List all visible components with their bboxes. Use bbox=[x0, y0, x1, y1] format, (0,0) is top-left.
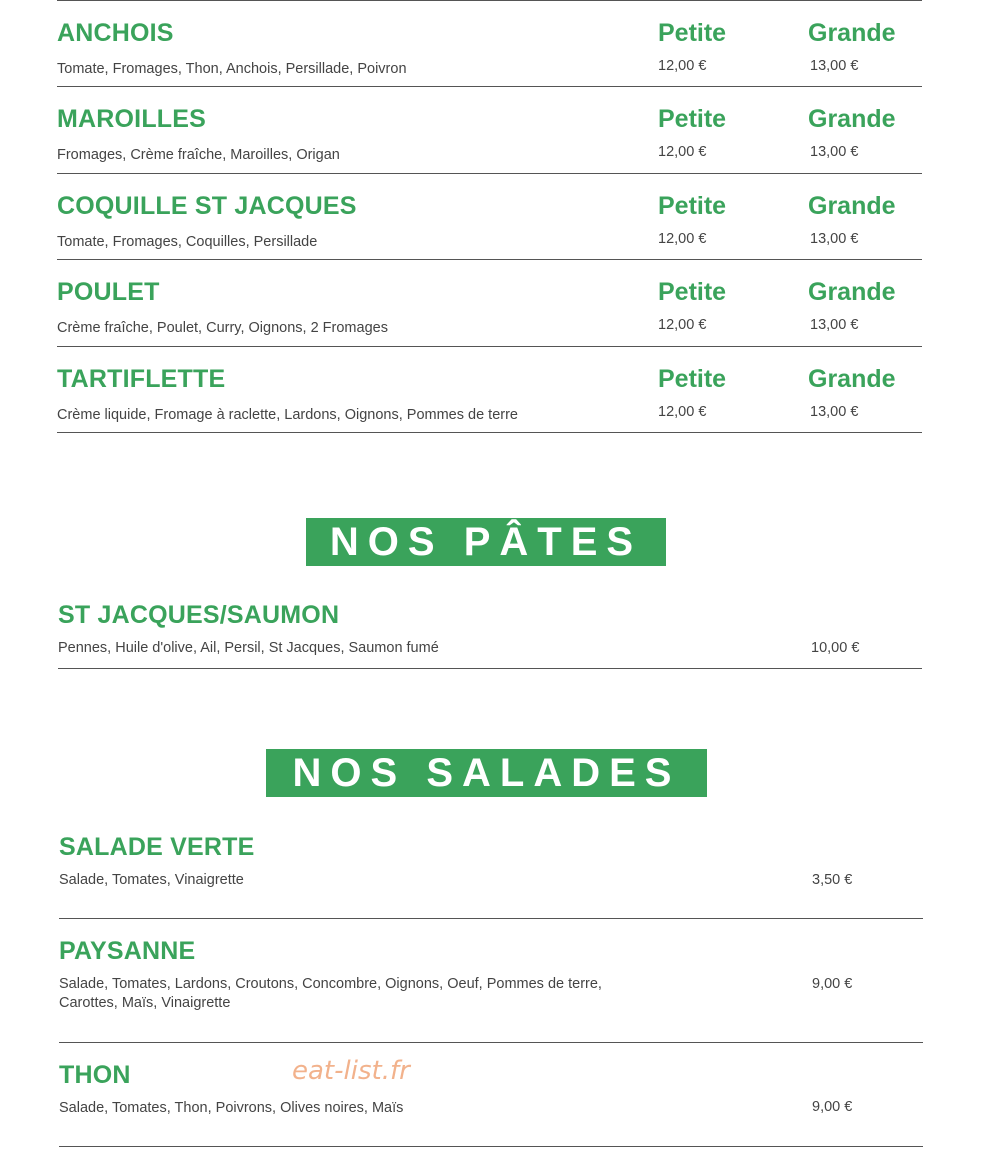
item-name: TARTIFLETTE bbox=[57, 365, 226, 393]
item-divider bbox=[59, 1042, 923, 1043]
price-large: 13,00 € bbox=[810, 58, 859, 74]
item-name: PAYSANNE bbox=[59, 937, 196, 965]
size-label-small: Petite bbox=[658, 192, 727, 220]
size-label-small: Petite bbox=[658, 19, 727, 47]
item-description: Crème liquide, Fromage à raclette, Lardons, Oignons, Pommes de terre bbox=[57, 407, 518, 423]
item-name: THON bbox=[59, 1061, 131, 1089]
price: 10,00 € bbox=[811, 640, 860, 656]
price-small: 12,00 € bbox=[658, 144, 707, 160]
item-name: ANCHOIS bbox=[57, 19, 174, 47]
size-label-large: Grande bbox=[808, 105, 896, 133]
size-label-small: Petite bbox=[658, 278, 727, 306]
item-name: MAROILLES bbox=[57, 105, 207, 133]
item-description: Salade, Tomates, Lardons, Croutons, Concombre, Oignons, Oeuf, Pommes de terre, Carottes, Maïs, Vinaigrette bbox=[59, 976, 602, 1011]
item-divider bbox=[57, 86, 922, 87]
price: 9,00 € bbox=[812, 976, 853, 992]
item-description: Tomate, Fromages, Thon, Anchois, Persillade, Poivron bbox=[57, 61, 407, 77]
size-label-large: Grande bbox=[808, 365, 896, 393]
price-small: 12,00 € bbox=[658, 317, 707, 333]
item-divider bbox=[59, 918, 923, 919]
top-divider bbox=[57, 0, 922, 1]
item-divider bbox=[57, 432, 922, 433]
item-name: COQUILLE ST JACQUES bbox=[57, 192, 357, 220]
size-label-large: Grande bbox=[808, 19, 896, 47]
item-description: Fromages, Crème fraîche, Maroilles, Origan bbox=[57, 147, 340, 163]
price-large: 13,00 € bbox=[810, 404, 859, 420]
item-divider bbox=[57, 259, 922, 260]
item-description: Pennes, Huile d'olive, Ail, Persil, St Jacques, Saumon fumé bbox=[58, 640, 439, 656]
price-large: 13,00 € bbox=[810, 231, 859, 247]
item-description: Salade, Tomates, Vinaigrette bbox=[59, 872, 244, 888]
price-large: 13,00 € bbox=[810, 144, 859, 160]
item-divider bbox=[57, 346, 922, 347]
price: 9,00 € bbox=[812, 1099, 853, 1115]
section-title-pates: NOS PÂTES bbox=[306, 518, 666, 566]
price: 3,50 € bbox=[812, 872, 853, 888]
item-description: Salade, Tomates, Thon, Poivrons, Olives noires, Maïs bbox=[59, 1100, 404, 1116]
size-label-large: Grande bbox=[808, 278, 896, 306]
price-small: 12,00 € bbox=[658, 58, 707, 74]
watermark: eat-list.fr bbox=[292, 1056, 410, 1086]
size-label-small: Petite bbox=[658, 105, 727, 133]
item-name: ST JACQUES/SAUMON bbox=[58, 601, 340, 629]
item-description: Tomate, Fromages, Coquilles, Persillade bbox=[57, 234, 318, 250]
price-small: 12,00 € bbox=[658, 231, 707, 247]
section-title-salades: NOS SALADES bbox=[266, 749, 707, 797]
item-name: SALADE VERTE bbox=[59, 833, 255, 861]
size-label-large: Grande bbox=[808, 192, 896, 220]
item-divider bbox=[59, 1146, 923, 1147]
item-divider bbox=[57, 173, 922, 174]
size-label-small: Petite bbox=[658, 365, 727, 393]
item-name: POULET bbox=[57, 278, 160, 306]
price-small: 12,00 € bbox=[658, 404, 707, 420]
item-description: Crème fraîche, Poulet, Curry, Oignons, 2 Fromages bbox=[57, 320, 388, 336]
item-divider bbox=[58, 668, 922, 669]
price-large: 13,00 € bbox=[810, 317, 859, 333]
